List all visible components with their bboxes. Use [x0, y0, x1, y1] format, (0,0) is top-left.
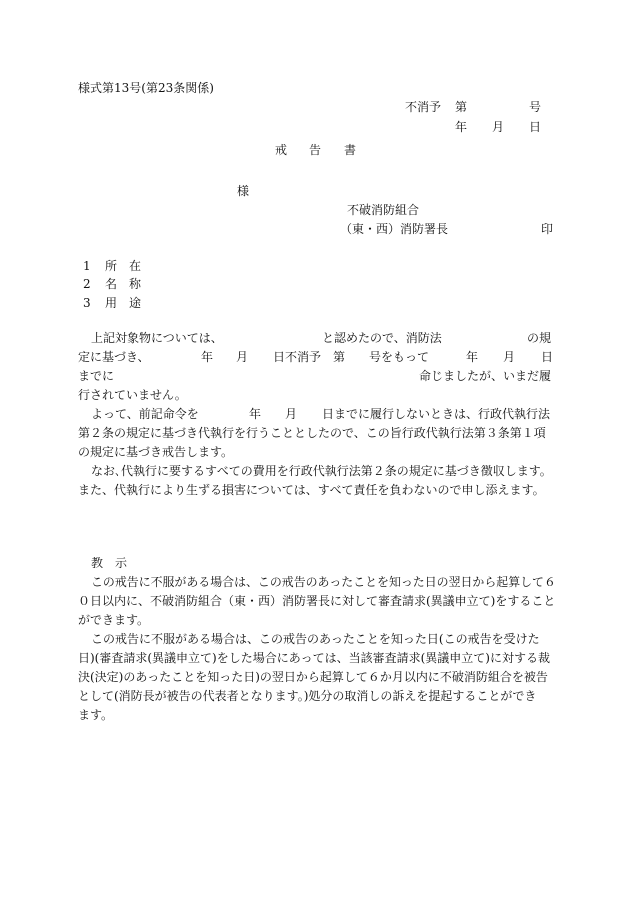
p3-line1: なお､代執行に要するすべての費用を行政代執行法第２条の規定に基づき徴収します。 [91, 464, 552, 478]
notice-p2-line1: この戒告に不服がある場合は、この戒告のあったことを知った日(この戒告を受けた [91, 632, 540, 646]
seal-mark: 印 [541, 222, 554, 236]
addressee-suffix: 様 [237, 184, 250, 198]
p1-line3-a: までに [78, 369, 115, 383]
p1-line1-b: と認めたので、消防法 [322, 331, 442, 345]
item-label-char-1: 用 [105, 296, 118, 310]
p1-line2-tsuki2: 月 [503, 350, 516, 364]
notice-p1-line3: ができます。 [78, 613, 150, 627]
item-label-char-2: 称 [129, 277, 142, 291]
p2-line1-nen: 年 [249, 407, 262, 421]
item-label-char-2: 在 [129, 259, 142, 273]
notice-p1-line1: この戒告に不服がある場合は、この戒告のあったことを知った日の翌日から起算して６ [91, 575, 556, 589]
date-hi: 日 [529, 120, 542, 134]
p1-line2-nen: 年 [201, 350, 214, 364]
notice-p2-line4: として(消防長が被告の代表者となります。)処分の取消しの訴えを提起することができ [78, 689, 537, 703]
p1-line2-a: 定に基づき、 [78, 350, 150, 364]
issuer-org: 不破消防組合 [347, 203, 420, 217]
p1-line3-b: 命じましたが、いまだ履 [419, 369, 552, 383]
p2-line2: 第２条の規定に基づき代執行を行うこととしたので、この旨行政代執行法第３条第１項 [78, 426, 546, 440]
p1-line2-nen2: 年 [466, 350, 479, 364]
p1-line2-tsuki: 月 [236, 350, 249, 364]
p3-line2: また、代執行により生ずる損害については、すべて責任を負わないので申し添えます。 [78, 483, 545, 497]
doc-no-dai: 第 [455, 100, 468, 114]
p1-line4: 行されていません。 [78, 388, 187, 402]
item-number: 1 [83, 259, 91, 273]
notice-p2-line5: ます。 [78, 708, 114, 722]
item-label-char-1: 名 [105, 277, 118, 291]
notice-p2-line3: 決(決定)のあったことを知った日)の翌日から起算して６か月以内に不破消防組合を被告 [78, 670, 548, 684]
notice-p1-line2: ０日以内に、不破消防組合（東・西）消防署長に対して審査請求(異議申立て)をすること [78, 594, 556, 608]
p1-line2-c: 号をもって [369, 350, 430, 364]
p1-line2-hi: 日 [541, 350, 554, 364]
doc-no-prefix: 不消予 [405, 100, 442, 114]
p2-line1-tsuki: 月 [285, 407, 298, 421]
form-label: 様式第13号(第23条関係) [78, 81, 214, 95]
title-char-2: 告 [309, 143, 322, 157]
notice-p2-line2: 日)(審査請求(異議申立て)をした場合にあっては、当該審査請求(異議申立て)に対する裁 [78, 651, 550, 665]
title-char-1: 戒 [275, 143, 288, 157]
p1-line1-c: の規 [527, 331, 552, 345]
notice-heading: 教 示 [91, 556, 128, 570]
issuer-title: （東・西）消防署長 [340, 222, 449, 236]
item-label-char-1: 所 [105, 259, 118, 273]
doc-no-go: 号 [529, 100, 542, 114]
p1-line1-a: 上記対象物については、 [91, 331, 223, 345]
p2-line3: の規定に基づき戒告します。 [78, 445, 234, 459]
p1-line2-b: 日不消予 第 [273, 350, 346, 364]
p2-line1-b: 日までに履行しないときは、行政代執行法 [322, 407, 551, 421]
date-nen: 年 [455, 120, 468, 134]
p2-line1-a: よって、前記命令を [91, 407, 199, 421]
item-number: 3 [83, 296, 91, 310]
title-char-3: 書 [344, 143, 357, 157]
date-tsuki: 月 [492, 120, 505, 134]
item-label-char-2: 途 [129, 296, 142, 310]
item-number: 2 [83, 277, 91, 291]
